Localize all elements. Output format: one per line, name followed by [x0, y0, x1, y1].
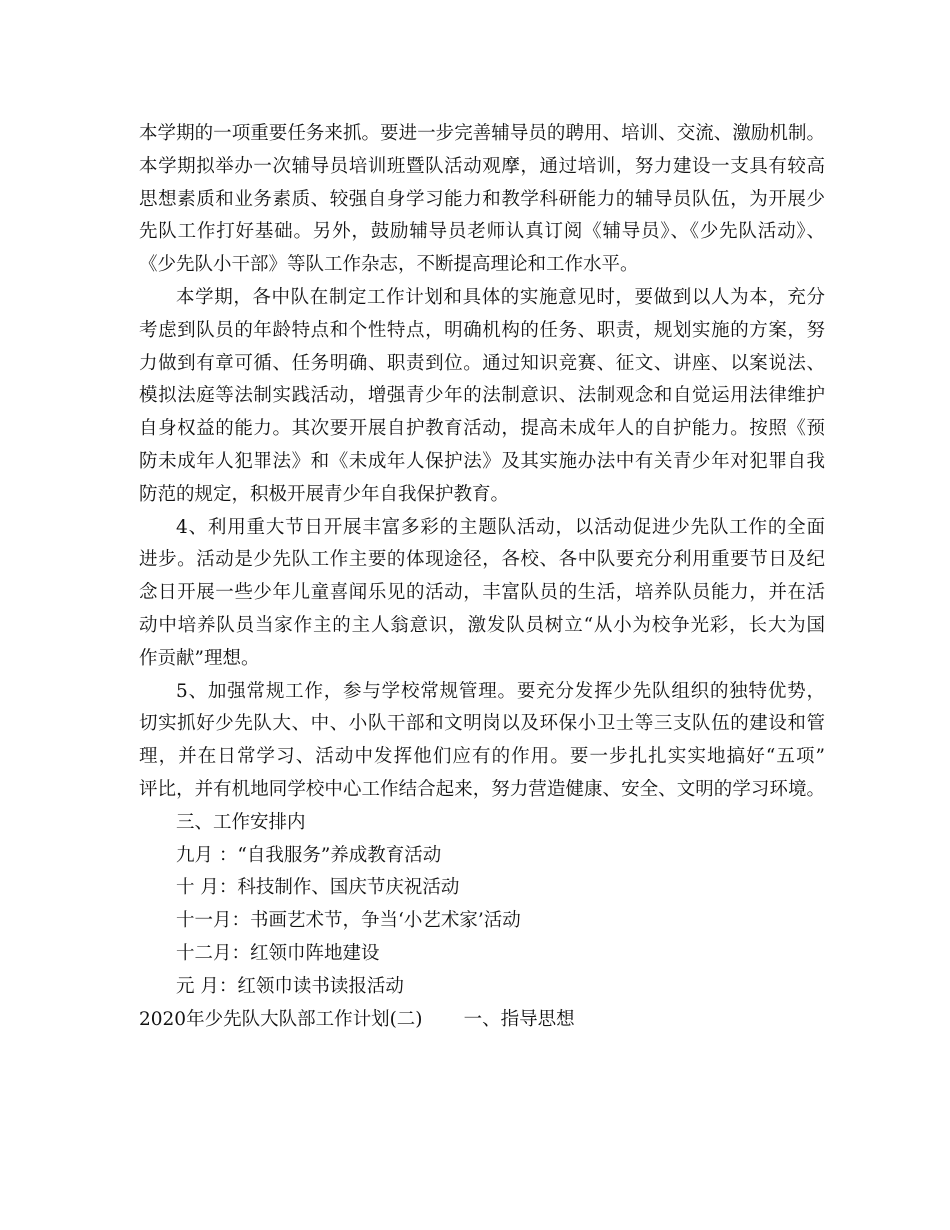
section-heading: 三、工作安排内 [176, 811, 306, 833]
text-line: 切实抓好少先队大、中、小队干部和文明岗以及环保小卫士等三支队伍的建设和管 [139, 713, 825, 735]
text-line: 防未成年人犯罪法》和《未成年人保护法》及其实施办法中有关青少年对犯罪自我 [139, 450, 825, 472]
next-document-title: 2020年少先队大队部工作计划(二) 一、指导思想 [139, 1008, 575, 1030]
text-line: 本学期的一项重要任务来抓。要进一步完善辅导员的聘用、培训、交流、激励机制。 [139, 123, 825, 144]
text-line: 思想素质和业务素质、较强自身学习能力和教学科研能力的辅导员队伍，为开展少 [139, 188, 825, 210]
text-line: 《少先队小干部》等队工作杂志，不断提高理论和工作水平。 [139, 254, 639, 276]
text-line: 理，并在日常学习、活动中发挥他们应有的作用。要一步扎扎实实地搞好“五项” [139, 746, 825, 768]
text-line: 先队工作打好基础。另外，鼓励辅导员老师认真订阅《辅导员》、《少先队活动》、 [139, 221, 825, 243]
text-line: 本学期，各中队在制定工作计划和具体的实施意见时，要做到以人为本，充分 [176, 286, 825, 308]
text-line: 模拟法庭等法制实践活动，增强青少年的法制意识、法制观念和自觉运用法律维护 [139, 385, 825, 407]
text-line: 防范的规定，积极开展青少年自我保护教育。 [139, 483, 510, 505]
schedule-item: 元 月：红领巾读书读报活动 [176, 975, 404, 997]
schedule-item: 九月 ：“自我服务”养成教育活动 [176, 844, 442, 866]
schedule-item: 十一月：书画艺术节，争当‘小艺术家’活动 [176, 910, 521, 932]
text-line: 念日开展一些少年儿童喜闻乐见的活动，丰富队员的生活，培养队员能力，并在活 [139, 582, 825, 604]
text-line: 自身权益的能力。其次要开展自护教育活动，提高未成年人的自护能力。按照《预 [139, 418, 825, 440]
text-line: 本学期拟举办一次辅导员培训班暨队活动观摩，通过培训，努力建设一支具有较高 [139, 155, 825, 177]
text-line: 4、利用重大节日开展丰富多彩的主题队活动，以活动促进少先队工作的全面 [176, 516, 825, 538]
schedule-item: 十 月：科技制作、国庆节庆祝活动 [176, 877, 460, 899]
text-line: 力做到有章可循、任务明确、职责到位。通过知识竞赛、征文、讲座、以案说法、 [139, 352, 825, 374]
text-line: 考虑到队员的年龄特点和个性特点，明确机构的任务、职责，规划实施的方案，努 [139, 319, 825, 341]
text-line: 进步。活动是少先队工作主要的体现途径，各校、各中队要充分利用重要节日及纪 [139, 549, 825, 571]
text-line: 评比，并有机地同学校中心工作结合起来，努力营造健康、安全、文明的学习环境。 [139, 778, 825, 800]
text-line: 作贡献”理想。 [139, 647, 260, 669]
text-line: 5、加强常规工作，参与学校常规管理。要充分发挥少先队组织的独特优势， [176, 680, 825, 702]
text-line: 动中培养队员当家作主的主人翁意识，激发队员树立“从小为校争光彩，长大为国 [139, 614, 825, 636]
document-body [139, 118, 825, 1036]
schedule-item: 十二月：红领巾阵地建设 [176, 942, 380, 964]
